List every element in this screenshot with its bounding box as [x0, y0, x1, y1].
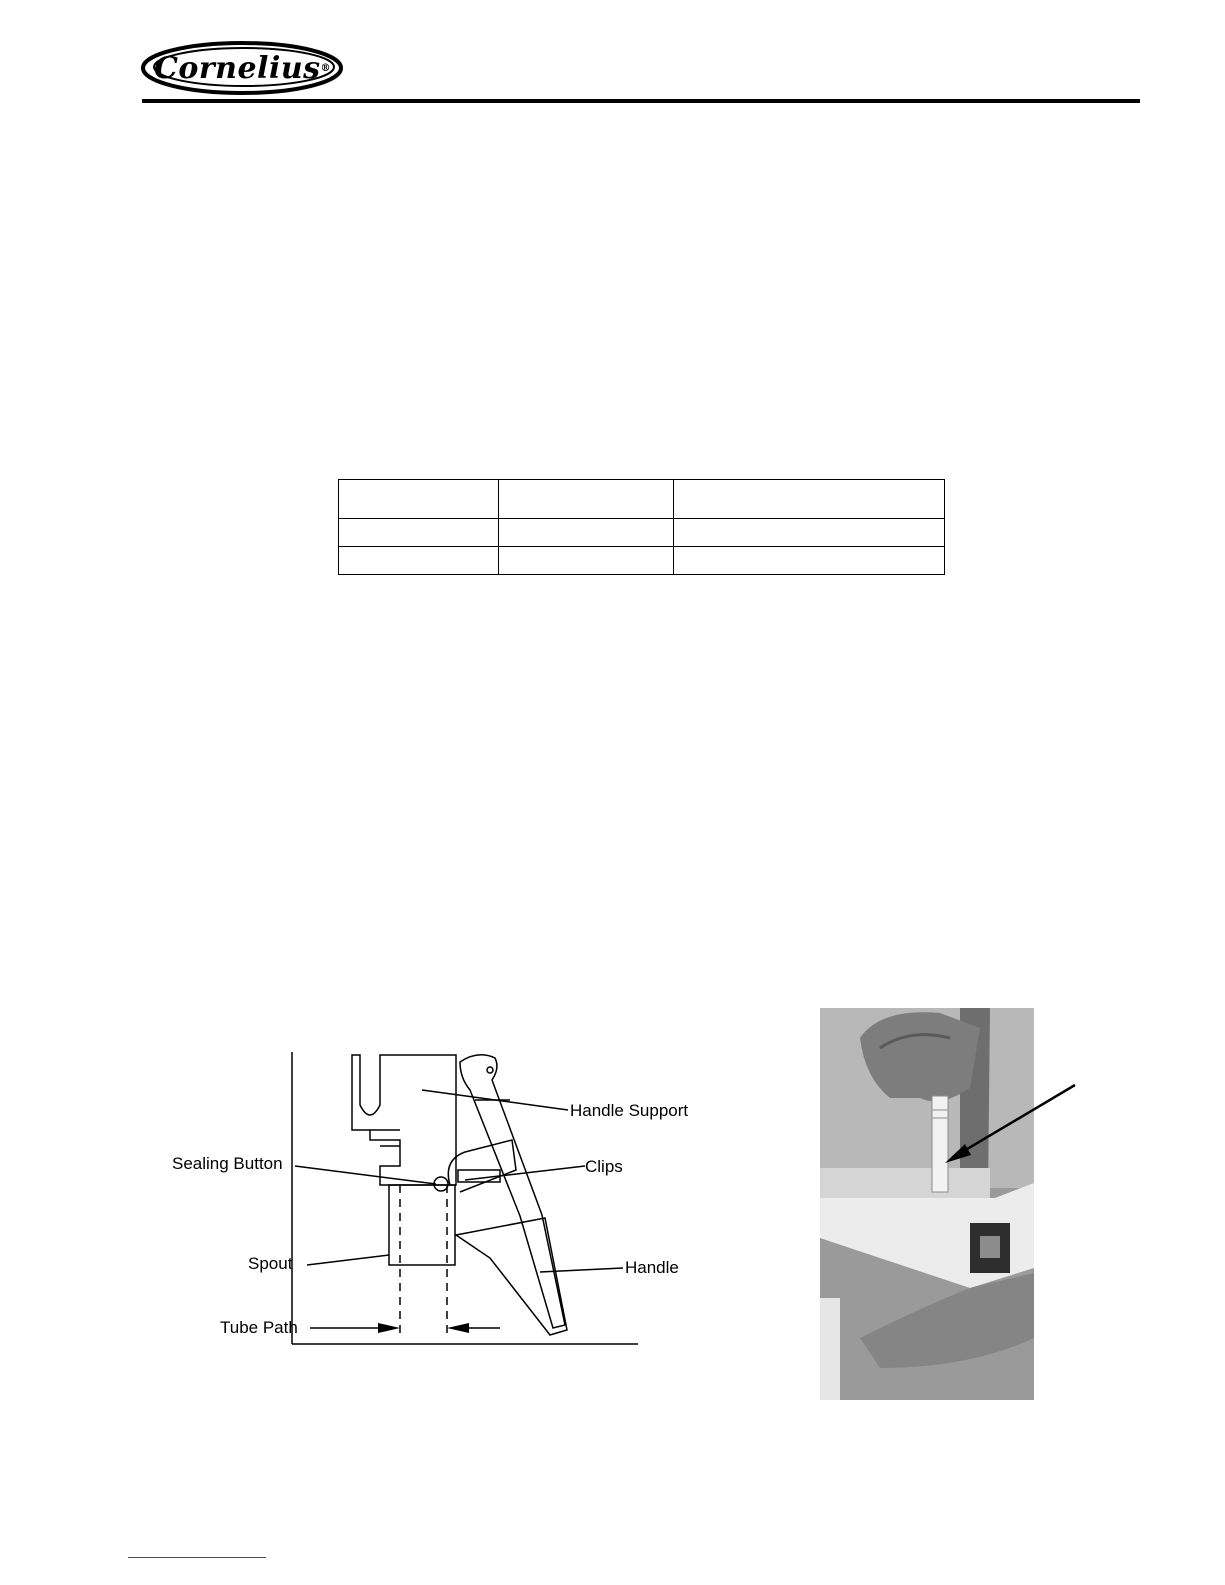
spout-shape — [389, 1185, 455, 1265]
table-row — [339, 519, 945, 547]
table-cell — [339, 547, 499, 575]
table-row — [339, 480, 945, 519]
valve-diagram — [160, 1040, 720, 1360]
spec-table — [338, 479, 945, 575]
handle-support-shape — [352, 1055, 456, 1185]
label-tube-path: Tube Path — [220, 1318, 298, 1337]
table-row — [339, 547, 945, 575]
label-sealing-button: Sealing Button — [172, 1154, 283, 1173]
label-handle-support: Handle Support — [570, 1101, 689, 1120]
brand-wordmark: Cornelius — [153, 50, 321, 86]
table-cell — [499, 519, 674, 547]
clips-shape — [448, 1140, 516, 1192]
arrow-left-icon — [447, 1323, 469, 1333]
brand-registered-mark: ® — [320, 62, 332, 74]
table-cell — [339, 519, 499, 547]
label-clips: Clips — [585, 1157, 623, 1176]
table-cell — [674, 480, 945, 519]
dispenser-tube-photo-icon — [820, 1008, 1034, 1400]
table-cell — [499, 547, 674, 575]
photo-callout-arrow-icon — [930, 1080, 1080, 1170]
label-spout: Spout — [248, 1254, 293, 1273]
arrow-right-icon — [378, 1323, 400, 1333]
table-cell — [674, 547, 945, 575]
brand-name — [140, 40, 345, 96]
brand-logo — [140, 40, 345, 96]
table-cell — [499, 480, 674, 519]
sealing-button-shape — [434, 1177, 448, 1191]
header-divider — [142, 99, 1140, 103]
label-handle: Handle — [625, 1258, 679, 1277]
table-cell — [339, 480, 499, 519]
footer-link-underline[interactable] — [128, 1557, 266, 1558]
table-cell — [674, 519, 945, 547]
